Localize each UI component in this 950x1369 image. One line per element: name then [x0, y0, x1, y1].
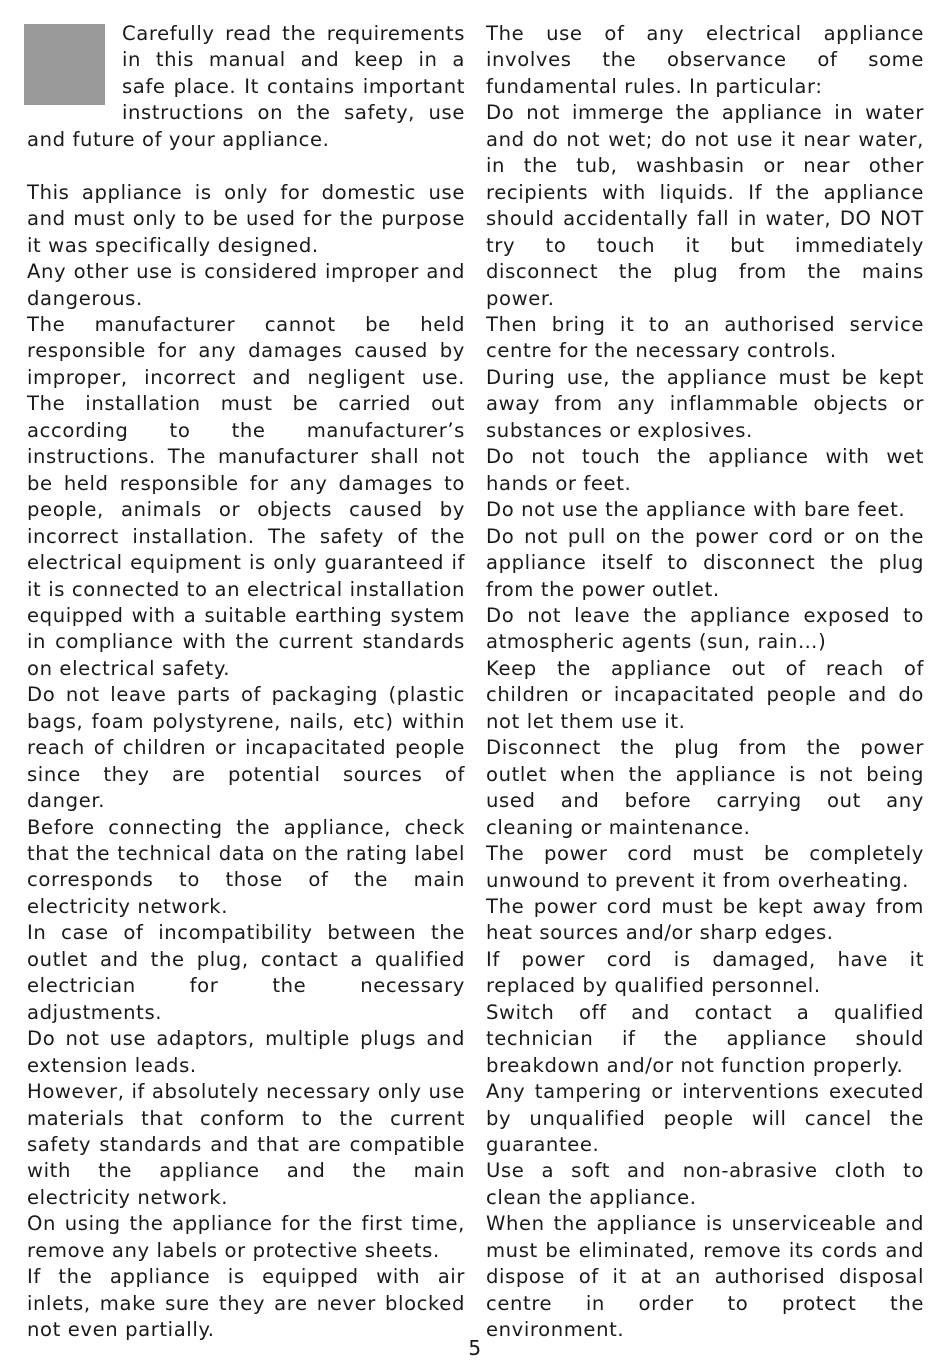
left-paragraph: If the appliance is equipped with air inlets, make sure they are never blocked not even partially.	[27, 1265, 465, 1342]
right-paragraph: Do not pull on the power cord or on the appliance itself to disconnect the plug from the power outlet.	[486, 524, 924, 601]
right-paragraph: The power cord must be kept away from heat sources and/or sharp edges.	[486, 894, 924, 945]
left-paragraph: Any other use is considered improper and dangerous.	[27, 260, 465, 310]
left-paragraph: Do not leave parts of packaging (plastic bags, foam polystyrene, nails, etc) within reach of children or incapacitated people since they are potential sources of danger.	[27, 683, 465, 813]
right-paragraph: During use, the appliance must be kept away from any inflammable objects or substances or explosives.	[486, 365, 924, 442]
left-paragraph: However, if absolutely necessary only use materials that conform to the current safety standards and that are compatible with the appliance and the main electricity network.	[27, 1080, 465, 1209]
right-paragraph: Do not touch the appliance with wet hands or feet.	[486, 445, 924, 495]
left-paragraph: In case of incompatibility between the outlet and the plug, contact a qualified electrician for the necessary adjustments.	[27, 921, 465, 1024]
left-column	[27, 21, 465, 1344]
right-paragraph: Then bring it to an authorised service centre for the necessary controls.	[486, 312, 924, 363]
paragraph-spacer	[27, 153, 465, 179]
left-paragraph: Before connecting the appliance, check that the technical data on the rating label corresponds to those of the main electricity network.	[27, 815, 465, 918]
right-paragraph: The use of any electrical appliance involves the observance of some fundamental rules. In particular:	[486, 22, 924, 98]
right-paragraph: Do not immerge the appliance in water and do not wet; do not use it near water, in the tub, washbasin or near other recipients with liquids. If the appliance should accidentally fall in water, DO NOT try to touch it but immediately disconnect the plug from the mains power.	[486, 101, 924, 310]
right-paragraph: Any tampering or interventions executed by unqualified people will cancel the guarantee.	[486, 1080, 924, 1157]
intro-paragraph: Carefully read the requirements in this manual and keep in a safe place. It contains important instructions on the safety, use and future of your appliance.	[27, 22, 465, 151]
right-paragraph: If power cord is damaged, have it replaced by qualified personnel.	[486, 947, 924, 998]
left-paragraph: This appliance is only for domestic use and must only to be used for the purpose it was specifically designed.	[27, 180, 465, 257]
right-paragraph: Switch off and contact a qualified technician if the appliance should breakdown and/or not function properly.	[486, 1000, 924, 1077]
left-paragraph: Do not use adaptors, multiple plugs and extension leads.	[27, 1027, 465, 1077]
left-paragraph: The manufacturer cannot be held responsible for any damages caused by improper, incorrect and negligent use. The installation must be carried out according to the manufacturer’s instructions. The manufacturer shall not be held responsible for any damages to people, animals or objects caused by incorrect installation. The safety of the electrical equipment is only guaranteed if it is connected to an electrical installation equipped with a suitable earthing system in compliance with the current standards on electrical safety.	[27, 312, 465, 680]
right-paragraph: When the appliance is unserviceable and must be eliminated, remove its cords and dispose of it at an authorised disposal centre in order to protect the environment.	[486, 1212, 924, 1342]
right-column	[486, 21, 924, 1344]
right-paragraph: The power cord must be completely unwound to prevent it from overheating.	[486, 842, 924, 892]
warning-square-icon	[24, 24, 105, 105]
right-paragraph: Disconnect the plug from the power outlet when the appliance is not being used and before carrying out any cleaning or maintenance.	[486, 736, 924, 839]
right-paragraph: Do not use the appliance with bare feet.	[486, 498, 906, 522]
page-number: 5	[468, 1336, 482, 1360]
left-paragraph: On using the appliance for the first time, remove any labels or protective sheets.	[27, 1212, 465, 1262]
right-paragraph: Do not leave the appliance exposed to atmospheric agents (sun, rain…)	[486, 603, 924, 654]
right-paragraph: Keep the appliance out of reach of children or incapacitated people and do not let them use it.	[486, 656, 924, 733]
right-paragraph: Use a soft and non-abrasive cloth to clean the appliance.	[486, 1159, 924, 1209]
